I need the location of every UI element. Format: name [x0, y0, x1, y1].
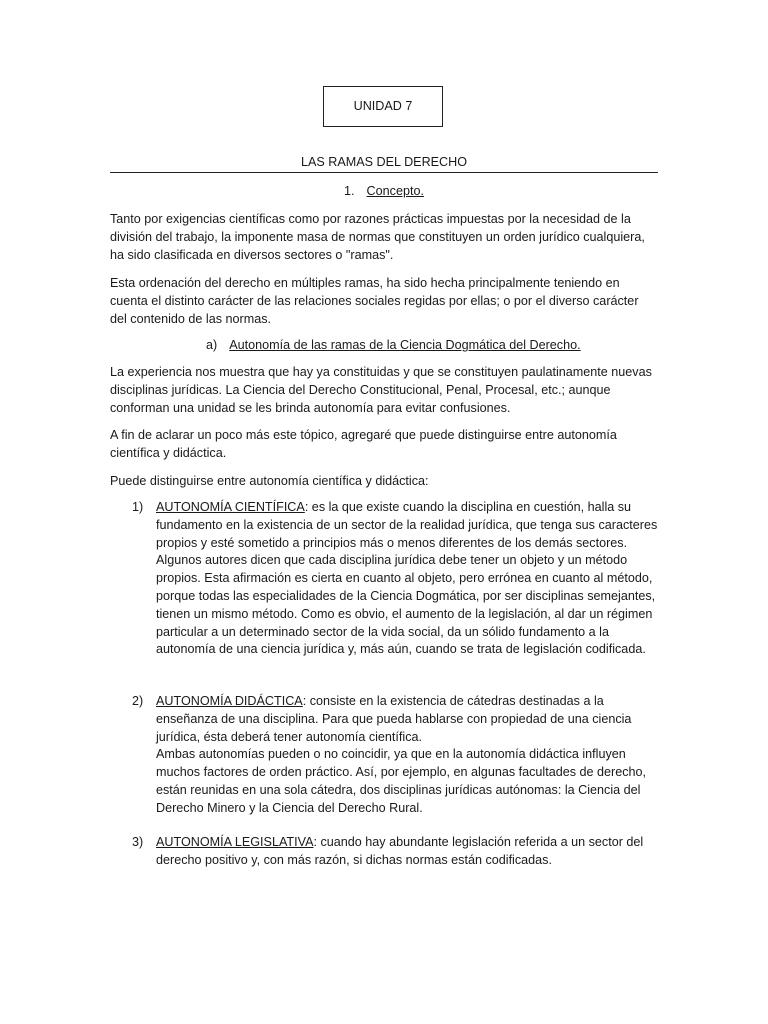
- list-item-body: [156, 693, 658, 818]
- list-item-term: AUTONOMÍA CIENTÍFICA: [156, 500, 305, 514]
- list-item-body: [156, 499, 658, 659]
- paragraph-3: La experiencia nos muestra que hay ya constituidas y que se constituyen paulatinamente nuevas disciplinas jurídicas. La Ciencia del Derecho Constitucional, Penal, Procesal, etc.; aunque conforman una unidad se les brinda autonomía para evitar confusiones.: [110, 365, 652, 415]
- unit-label: UNIDAD 7: [353, 98, 413, 113]
- list-item-text: : cuando hay abundante legislación referida a un sector del derecho positivo y, con más razón, si dichas normas están codificadas.: [156, 835, 644, 867]
- paragraph-5: Puede distinguirse entre autonomía científica y didáctica:: [110, 474, 429, 488]
- section-number: 1.: [344, 184, 355, 198]
- subsection-letter: a): [206, 338, 218, 352]
- list-item-text: : consiste en la existencia de cátedras destinadas a la enseñanza de una disciplina. Para que pueda hablarse con propiedad de una ciencia jurídica, ésta deberá tener autonomía científica.: [156, 694, 632, 744]
- list-item-extra: Ambas autonomías pueden o no coincidir, ya que en la autonomía didáctica influyen muchos factores de orden práctico. Así, por ejemplo, en algunas facultades de derecho, están reunidas en una sola cátedra, dos disciplinas jurídicas autónomas: la Ciencia del Derecho Minero y la Ciencia del Derecho Rural.: [156, 747, 647, 815]
- unit-box: [323, 86, 443, 127]
- list-item: [132, 499, 658, 659]
- document-title: LAS RAMAS DEL DERECHO: [300, 155, 468, 169]
- subsection-title: Autonomía de las ramas de la Ciencia Dogmática del Derecho.: [229, 338, 581, 352]
- paragraph-1: Tanto por exigencias científicas como por razones prácticas impuestas por la necesidad de la división del trabajo, la imponente masa de normas que constituyen un orden jurídico cualquiera, ha sido clasificada en diversos sectores o "ramas".: [110, 212, 645, 262]
- title-divider: [110, 172, 658, 173]
- section-heading: [110, 183, 658, 201]
- list-item-term: AUTONOMÍA LEGISLATIVA: [156, 835, 314, 849]
- section-title: Concepto.: [366, 184, 424, 198]
- list-marker: 1): [132, 500, 144, 514]
- list-marker: 3): [132, 835, 144, 849]
- list-item-text: : es la que existe cuando la disciplina en cuestión, halla su fundamento en la existencia de un sector de la realidad jurídica, que tenga sus caracteres propios y esté sometido a principios más o menos diferentes de los demás sectores. Algunos autores dicen que cada disciplina jurídica debe tener un objeto y un método propios. Esta afirmación es cierta en cuanto al objeto, pero errónea en cuanto al método, porque todas las especialidades de la Ciencia Dogmática, por ser disciplinas semejantes, tienen un mismo método. Como es obvio, el aumento de la legislación, al dar un régimen particular a un determinado sector de la vida social, da un sólido fundamento a la autonomía de una ciencia jurídica y, más aún, cuando se trata de legislación codificada.: [156, 500, 658, 657]
- list-item: [132, 834, 658, 870]
- subsection-heading: [206, 337, 658, 355]
- paragraph-2: Esta ordenación del derecho en múltiples ramas, ha sido hecha principalmente teniendo en cuenta el distinto carácter de las relaciones sociales regidas por ellas; o por el diverso carácter del contenido de las normas.: [110, 276, 639, 326]
- paragraph-4: A fin de aclarar un poco más este tópico, agregaré que puede distinguirse entre autonomía científica y didáctica.: [110, 428, 617, 460]
- list-item-body: [156, 834, 658, 870]
- list-item: [132, 693, 658, 818]
- list-marker: 2): [132, 694, 144, 708]
- list-item-term: AUTONOMÍA DIDÁCTICA: [156, 694, 303, 708]
